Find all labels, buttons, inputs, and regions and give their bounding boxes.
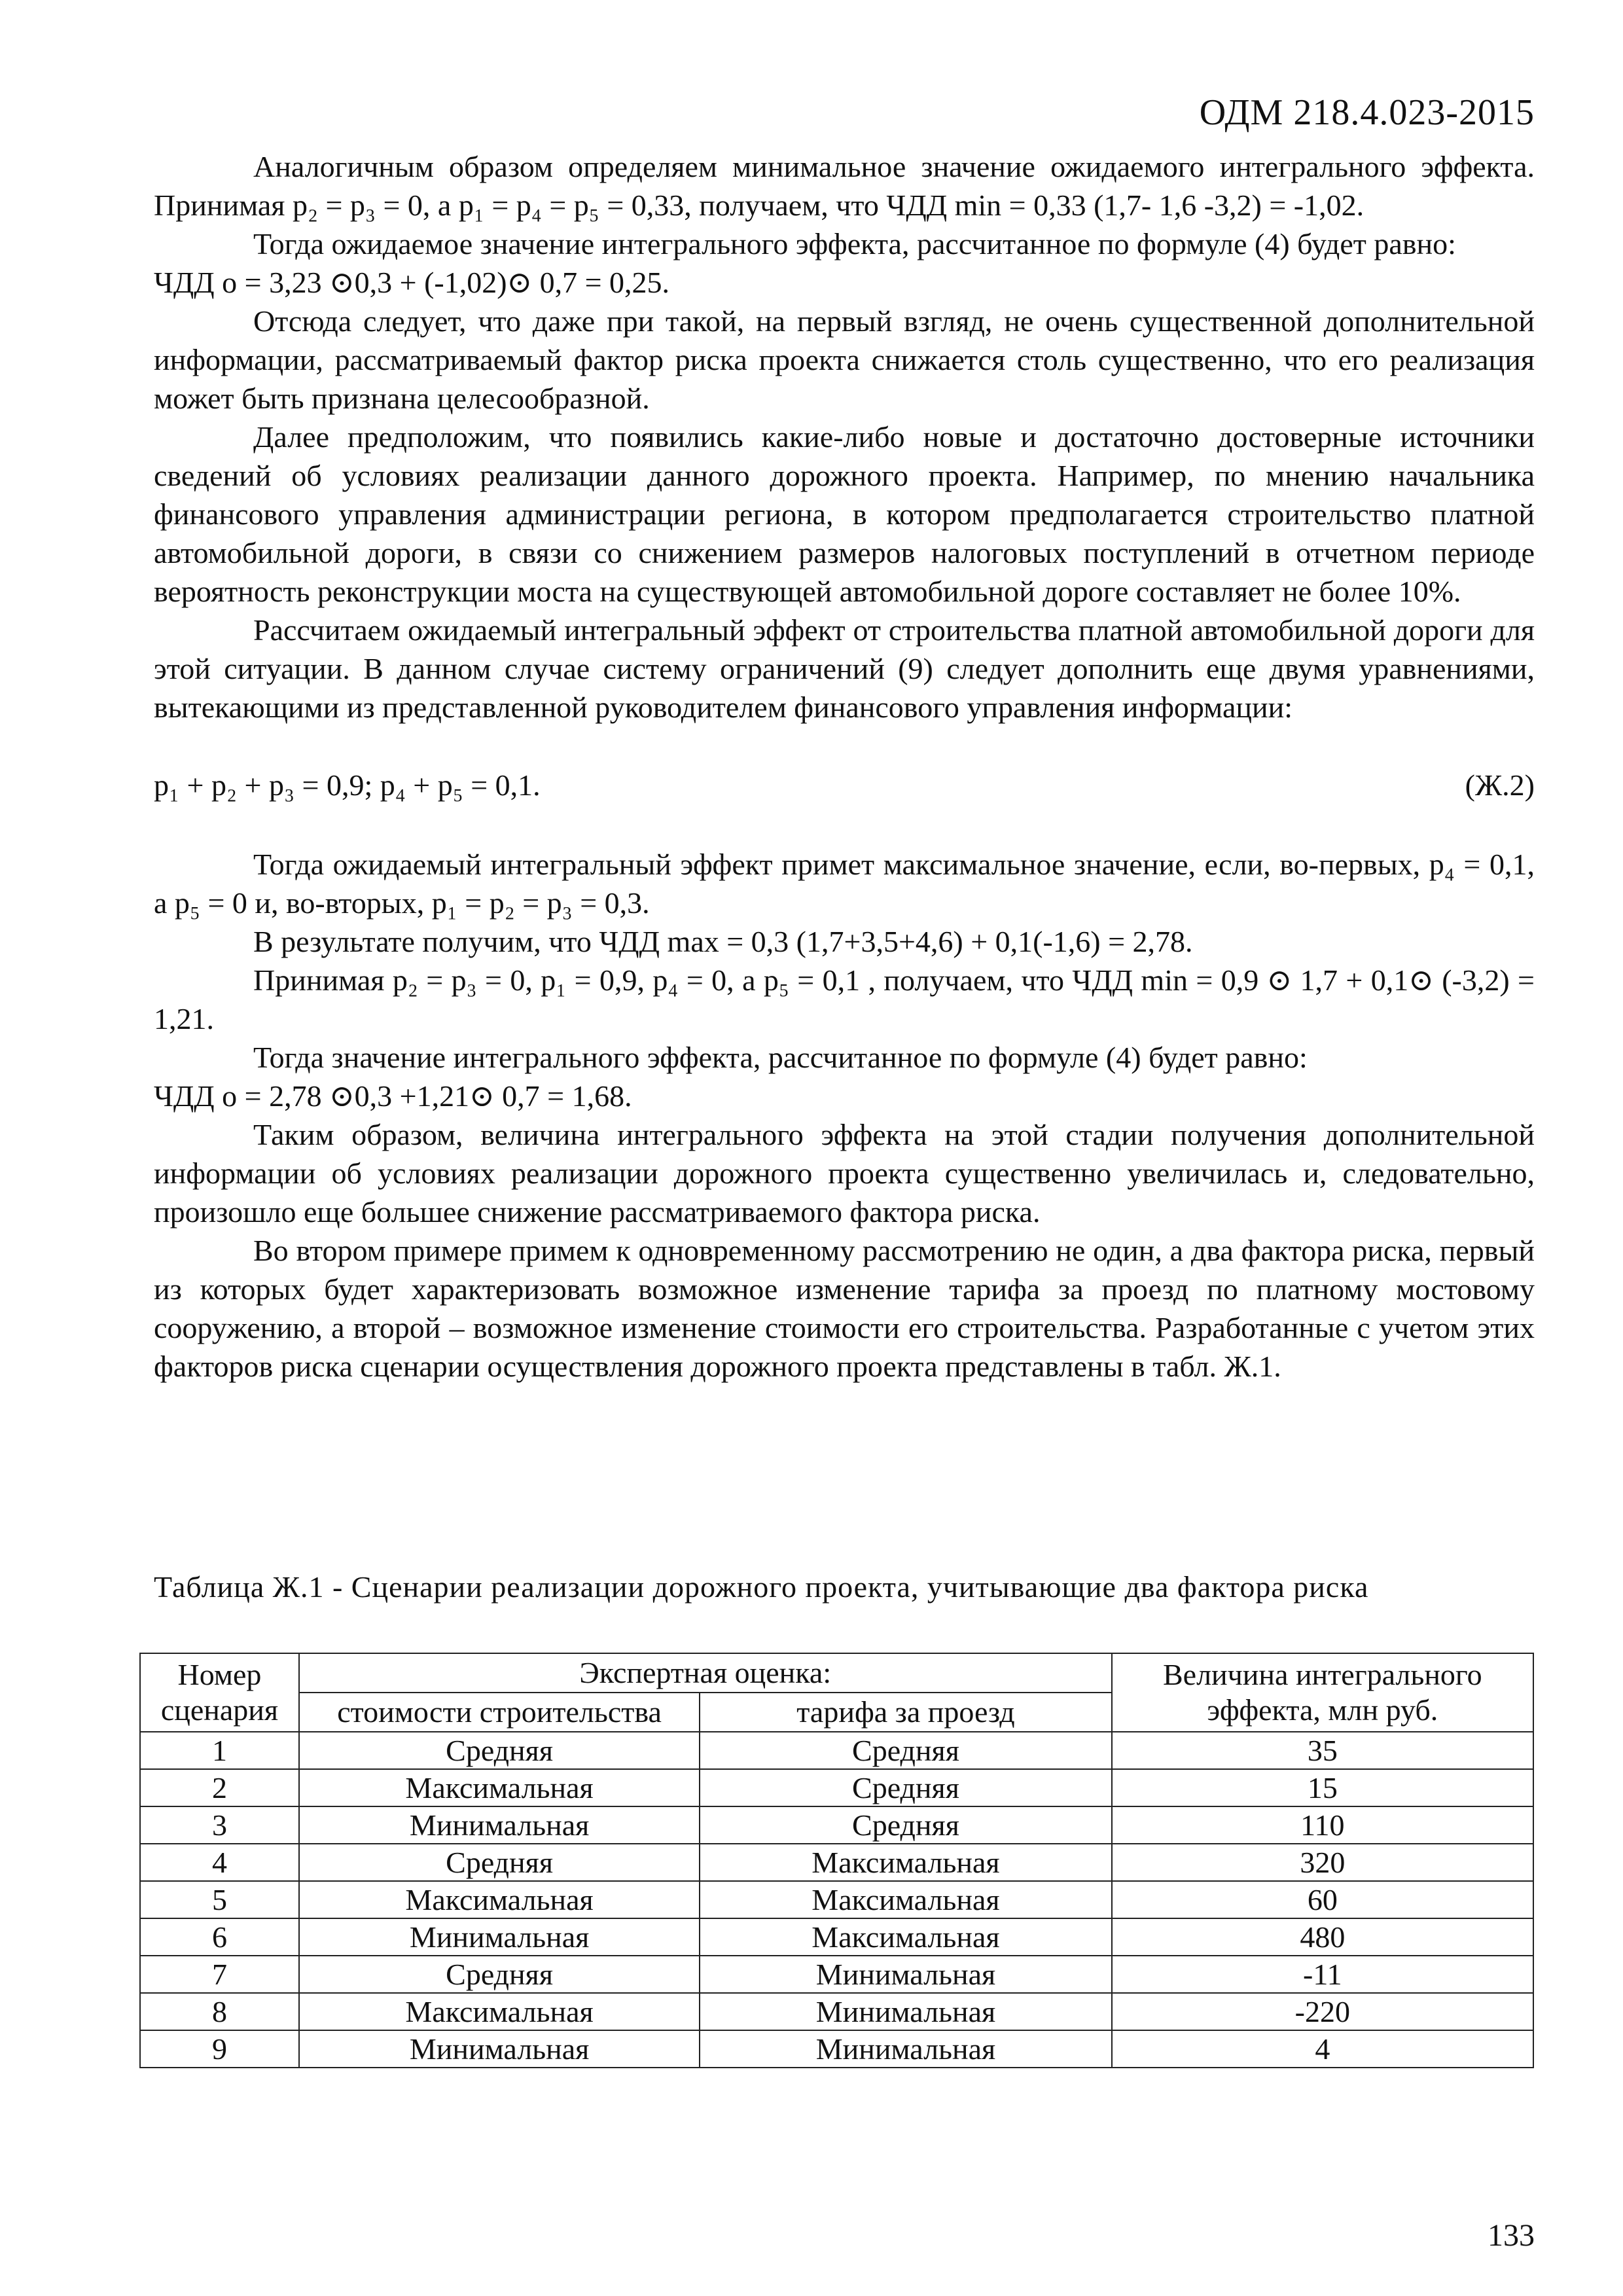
- table-cell: Минимальная: [700, 1993, 1111, 2030]
- table-cell: Средняя: [700, 1732, 1111, 1769]
- table-cell: Максимальная: [299, 1881, 700, 1918]
- table-row: [140, 1993, 1533, 2030]
- table-cell: 7: [140, 1956, 299, 1993]
- body-text: [154, 147, 1535, 1386]
- table-cell: 9: [140, 2030, 299, 2068]
- table-cell: Максимальная: [299, 1993, 700, 2030]
- table-row: [140, 1881, 1533, 1918]
- table-cell: Средняя: [700, 1806, 1111, 1844]
- table-cell: Средняя: [299, 1732, 700, 1769]
- paragraph: Таким образом, величина интегрального эффекта на этой стадии получения дополнительной информации об условиях реализации дорожного проекта существенно увеличилась и, следовательно, произошло еще большее снижение рассматриваемого фактора риска.: [154, 1118, 1535, 1229]
- paragraph: Во втором примере примем к одновременному рассмотрению не один, а два фактора риска, первый из которых будет характеризовать возможное изменение тарифа за проезд по платному мостовому сооружению, а второй – возможное изменение стоимости его строительства. Разработанные с учетом этих факторов риска сценарии осуществления дорожного проекта представлены в табл. Ж.1.: [154, 1234, 1535, 1383]
- table-cell: Максимальная: [299, 1769, 700, 1806]
- table-cell: 15: [1112, 1769, 1533, 1806]
- scenarios-table: [139, 1653, 1534, 2068]
- table-row: [140, 1956, 1533, 1993]
- formula: ЧДД o = 2,78 ⊙0,3 +1,21⊙ 0,7 = 1,68.: [154, 1079, 632, 1113]
- table-cell: 4: [140, 1844, 299, 1881]
- paragraph: Далее предположим, что появились какие-либо новые и достаточно достоверные источники сведений об условиях реализации данного дорожного проекта. Например, по мнению начальника финансового управления администрации региона, в котором предполагается строительство платной автомобильной дороги, в связи со снижением размеров налоговых поступлений в отчетном периоде вероятность реконструкции моста на существующей автомобильной дороге составляет не более 10%.: [154, 420, 1535, 608]
- formula: ЧДД o = 3,23 ⊙0,3 + (-1,02)⊙ 0,7 = 0,25.: [154, 266, 670, 299]
- table-cell: 480: [1112, 1918, 1533, 1956]
- table-cell: 320: [1112, 1844, 1533, 1881]
- paragraph: Аналогичным образом определяем минимальное значение ожидаемого интегрального эффекта. Принимая p₂ = p₃ = 0, а p₁ = p₄ = p₅ = 0,33, получаем, что ЧДД min = 0,33 (1,7- 1,6 -3,2) = -1,02.: [154, 150, 1535, 222]
- document-code: ОДМ 218.4.023-2015: [1199, 92, 1535, 133]
- table-row: [140, 1844, 1533, 1881]
- table-caption: Таблица Ж.1 - Сценарии реализации дорожного проекта, учитывающие два фактора риска: [154, 1570, 1369, 1604]
- paragraph: Тогда значение интегрального эффекта, рассчитанное по формуле (4) будет равно:: [253, 1041, 1308, 1074]
- table-cell: Максимальная: [700, 1844, 1111, 1881]
- table-cell: Максимальная: [700, 1918, 1111, 1956]
- table-row: [140, 1769, 1533, 1806]
- table-cell: 2: [140, 1769, 299, 1806]
- table-cell: Средняя: [299, 1844, 700, 1881]
- equation-block: [154, 766, 1535, 804]
- table-cell: Минимальная: [299, 1918, 700, 1956]
- table-cell: Средняя: [299, 1956, 700, 1993]
- table-cell: Минимальная: [700, 2030, 1111, 2068]
- table-row: [140, 1918, 1533, 1956]
- table-body: [140, 1732, 1533, 2068]
- table-cell: 3: [140, 1806, 299, 1844]
- table-cell: 1: [140, 1732, 299, 1769]
- table-cell: -220: [1112, 1993, 1533, 2030]
- table-cell: 35: [1112, 1732, 1533, 1769]
- paragraph: Тогда ожидаемое значение интегрального эффекта, рассчитанное по формуле (4) будет равно:: [253, 227, 1456, 260]
- paragraph: В результате получим, что ЧДД max = 0,3 (1,7+3,5+4,6) + 0,1(-1,6) = 2,78.: [253, 925, 1193, 958]
- table-cell: 4: [1112, 2030, 1533, 2068]
- header-tariff: тарифа за проезд: [700, 1693, 1111, 1732]
- paragraph: Принимая p₂ = p₃ = 0, p₁ = 0,9, p₄ = 0, а p₅ = 0,1 , получаем, что ЧДД min = 0,9 ⊙ 1,7 + 0,1⊙ (-3,2) = 1,21.: [154, 963, 1535, 1035]
- paragraph: Тогда ожидаемый интегральный эффект примет максимальное значение, если, во-первых, p₄ = 0,1, а p₅ = 0 и, во-вторых, p₁ = p₂ = p₃ = 0,3.: [154, 848, 1535, 920]
- equation: p₁ + p₂ + p₃ = 0,9; p₄ + p₅ = 0,1.: [154, 768, 541, 802]
- table-cell: 5: [140, 1881, 299, 1918]
- header-effect: Величина интегрального эффекта, млн руб.: [1112, 1653, 1533, 1732]
- table-cell: Минимальная: [299, 1806, 700, 1844]
- header-expert: Экспертная оценка:: [299, 1653, 1112, 1693]
- page-number: 133: [1488, 2218, 1535, 2253]
- header-cost: стоимости строительства: [299, 1693, 700, 1732]
- table-cell: Средняя: [700, 1769, 1111, 1806]
- paragraph: Рассчитаем ожидаемый интегральный эффект от строительства платной автомобильной дороги для этой ситуации. В данном случае систему ограничений (9) следует дополнить еще двумя уравнениями, вытекающими из представленной руководителем финансового управления информации:: [154, 613, 1535, 724]
- table-cell: 60: [1112, 1881, 1533, 1918]
- table-cell: 6: [140, 1918, 299, 1956]
- table-row: [140, 1806, 1533, 1844]
- table-cell: Максимальная: [700, 1881, 1111, 1918]
- table-cell: -11: [1112, 1956, 1533, 1993]
- table-cell: Минимальная: [700, 1956, 1111, 1993]
- table-cell: 8: [140, 1993, 299, 2030]
- header-number: Номер сценария: [140, 1653, 299, 1732]
- table-row: [140, 1732, 1533, 1769]
- equation-number: (Ж.2): [1465, 768, 1535, 802]
- paragraph: Отсюда следует, что даже при такой, на первый взгляд, не очень существенной дополнительной информации, рассматриваемый фактор риска проекта снижается столь существенно, что его реализация может быть признана целесообразной.: [154, 304, 1535, 415]
- table-cell: 110: [1112, 1806, 1533, 1844]
- table-cell: Минимальная: [299, 2030, 700, 2068]
- table-row: [140, 2030, 1533, 2068]
